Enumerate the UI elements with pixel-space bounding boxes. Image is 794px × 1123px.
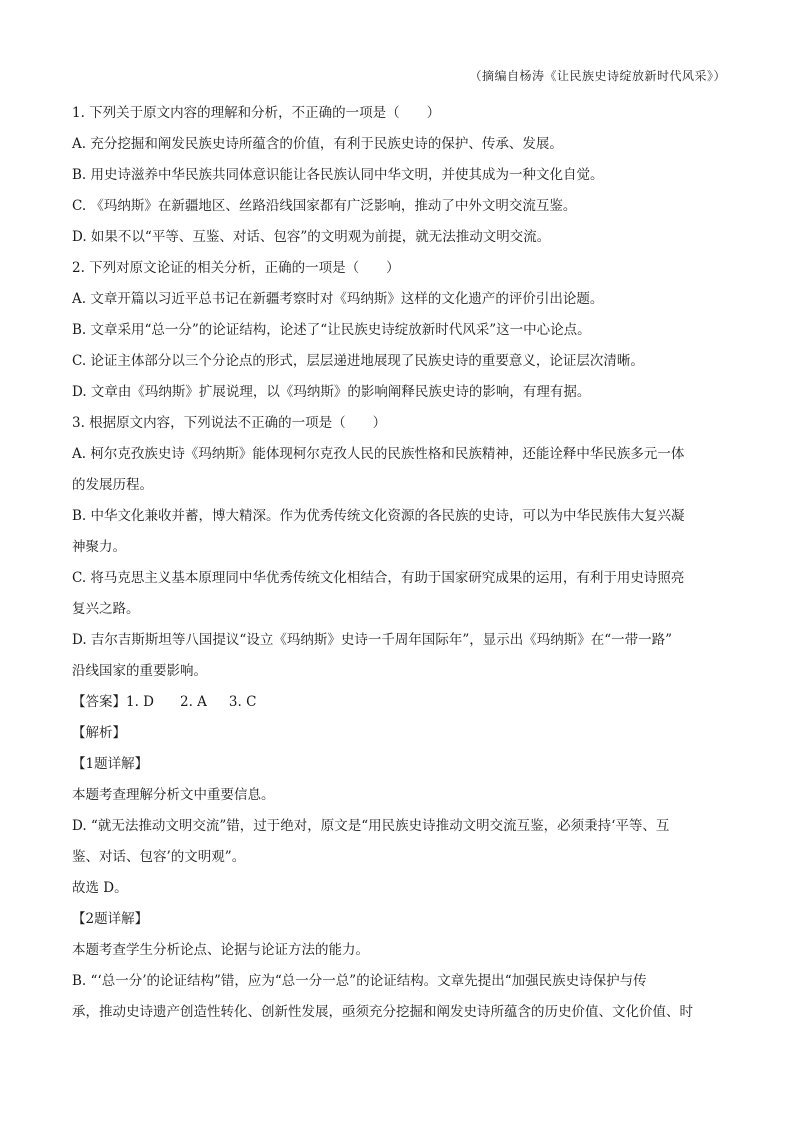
answer-label: 【答案】 [72, 694, 126, 710]
question-1-option-b: B. 用史诗滋养中华民族共同体意识能让各民族认同中华文明，并使其成为一种文化自觉。 [72, 167, 604, 183]
analysis-label: 【解析】 [72, 725, 126, 741]
question-3-option-b-line-2: 神聚力。 [72, 539, 126, 555]
document-content [72, 98, 722, 1028]
question-2-option-b: B. 文章采用“总一分”的论证结构，论述了“让民族史诗绽放新时代风采”这一中心论点。 [72, 322, 591, 338]
question-2-stem: 2. 下列对原文论证的相关分析，正确的一项是（ ） [72, 260, 400, 276]
detail-1-intro: 本题考查理解分析文中重要信息。 [72, 787, 275, 803]
question-3-stem: 3. 根据原文内容，下列说法不正确的一项是（ ） [72, 415, 387, 431]
answer-1: 1. D [126, 694, 154, 710]
question-1-option-c: C. 《玛纳斯》在新疆地区、丝路沿线国家都有广泛影响，推动了中外文明交流互鉴。 [72, 198, 577, 214]
question-2-option-a: A. 文章开篇以习近平总书记在新疆考察时对《玛纳斯》这样的文化遗产的评价引出论题。 [72, 291, 604, 307]
question-3-option-b-line-1: B. 中华文化兼收并蓄，博大精深。作为优秀传统文化资源的各民族的史诗，可以为中华民族伟大复兴凝 [72, 508, 685, 524]
question-3-option-d-line-2: 沿线国家的重要影响。 [72, 663, 207, 679]
answer-3: 3. C [228, 694, 257, 710]
detail-2-body-line-1: B. “‘总一分’的论证结构”错，应为“总一分一总”的论证结构。文章先提出“加强民族史诗保护与传 [72, 973, 647, 989]
question-2-option-d: D. 文章由《玛纳斯》扩展说理，以《玛纳斯》的影响阐释民族史诗的影响，有理有据。 [72, 384, 591, 400]
question-3-option-d-line-1: D. 吉尔吉斯斯坦等八国提议“设立《玛纳斯》史诗一千周年国际年”，显示出《玛纳斯》在“一带一路” [72, 632, 673, 648]
answer-2: 2. A [180, 694, 207, 710]
detail-1-conclusion: 故选 D。 [72, 880, 128, 896]
question-3-option-c-line-2: 复兴之路。 [72, 601, 140, 617]
source-citation: （摘编自杨涛《让民族史诗绽放新时代风采》） [469, 69, 726, 83]
question-1-option-d: D. 如果不以“平等、互鉴、对话、包容”的文明观为前提，就无法推动文明交流。 [72, 229, 551, 245]
detail-1-body-line-1: D. “就无法推动文明交流”错，过于绝对，原文是“用民族史诗推动文明交流互鉴，必须秉持‘平等、互 [72, 818, 670, 834]
detail-2-heading: 【2题详解】 [72, 911, 149, 927]
question-3-option-a-line-1: A. 柯尔克孜族史诗《玛纳斯》能体现柯尔克孜人民的民族性格和民族精神，还能诠释中华民族多元一体 [72, 446, 685, 462]
question-3-option-a-line-2: 的发展历程。 [72, 477, 153, 493]
question-2-option-c: C. 论证主体部分以三个分论点的形式，层层递进地展现了民族史诗的重要意义，论证层次清晰。 [72, 353, 644, 369]
detail-2-intro: 本题考查学生分析论点、论据与论证方法的能力。 [72, 942, 369, 958]
answer-row [72, 687, 722, 718]
question-1-stem: 1. 下列关于原文内容的理解和分析，不正确的一项是（ ） [72, 105, 441, 121]
detail-1-heading: 【1题详解】 [72, 756, 149, 772]
question-3-option-c-line-1: C. 将马克思主义基本原理同中华优秀传统文化相结合，有助于国家研究成果的运用，有利于用史诗照亮 [72, 570, 685, 586]
detail-2-body-line-2: 承，推动史诗遗产创造性转化、创新性发展，亟须充分挖掘和阐发史诗所蕴含的历史价值、文化价值、时 [72, 1004, 693, 1020]
question-1-option-a: A. 充分挖掘和阐发民族史诗所蕴含的价值，有利于民族史诗的保护、传承、发展。 [72, 136, 563, 152]
detail-1-body-line-2: 鉴、对话、包容’的文明观”。 [72, 849, 246, 865]
